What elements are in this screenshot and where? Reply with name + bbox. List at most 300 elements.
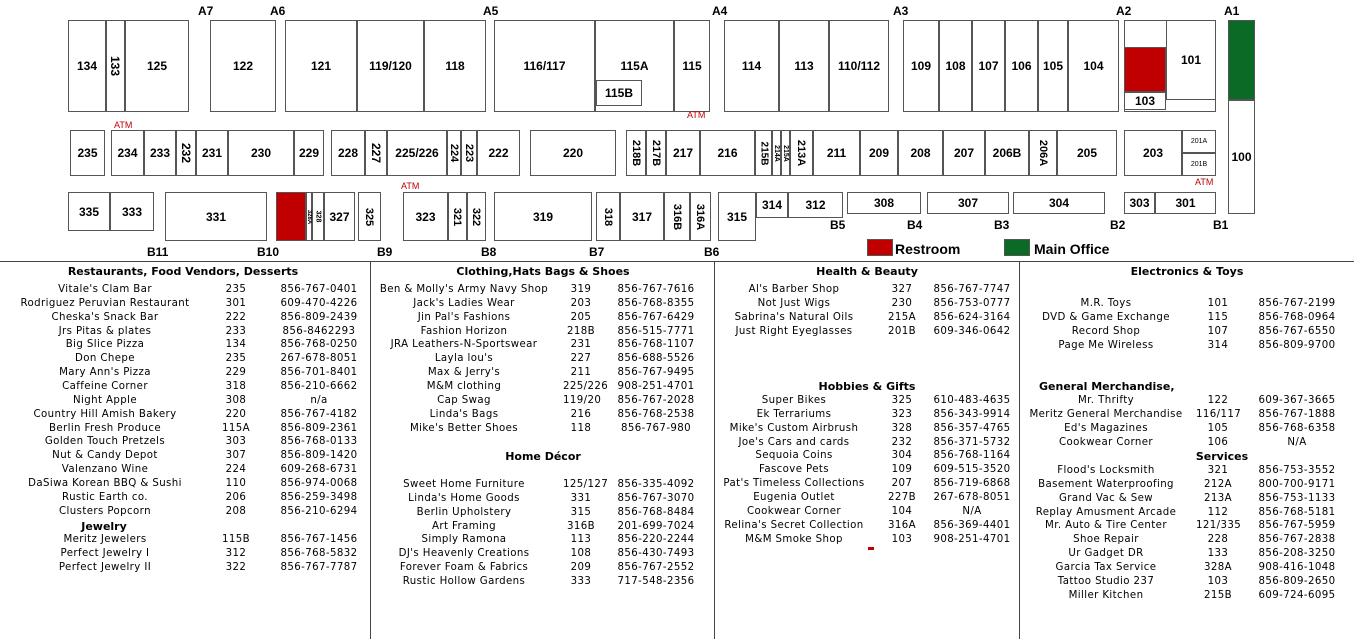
store-unit[interactable]: 228 [331,130,365,176]
store-name: Jrs Pitas & plates [58,325,152,337]
store-unit[interactable]: 125 [125,20,189,112]
entrance-label: B10 [257,245,280,259]
store-unit[interactable]: 218B [626,130,646,176]
phone-number: 908-416-1048 [1258,561,1336,573]
directory-row [715,395,1019,409]
store-name: Miller Kitchen [1068,589,1144,601]
store-name: Caffeine Corner [62,380,148,392]
store-unit[interactable]: 106 [1005,20,1038,112]
store-unit[interactable]: 307 [927,192,1009,214]
unit-number: 224 [225,464,247,476]
directory-row [715,506,1019,520]
unit-number: 233 [225,325,247,337]
store-unit[interactable]: 115B [596,80,642,106]
directory-row [371,284,714,298]
phone-number: 856-767-4182 [280,408,358,420]
directory-row [715,326,1019,340]
phone-number: 856-343-9914 [933,408,1011,420]
store-unit[interactable]: 234 [111,130,144,176]
store-unit[interactable]: 115 [674,20,710,112]
phone-number: 856-809-1420 [280,450,358,462]
store-unit[interactable]: 232 [176,130,196,176]
directory-row [1020,340,1354,354]
store-unit[interactable] [1124,47,1166,92]
directory-row [0,534,370,548]
store-name: Garcia Tax Service [1055,561,1157,573]
store-unit[interactable]: 227 [365,130,387,176]
store-unit[interactable]: 325 [358,192,381,241]
store-unit[interactable]: 205 [1057,130,1117,176]
store-name: Pat's Timeless Collections [723,478,865,490]
unit-number: 304 [891,450,913,462]
store-unit[interactable]: 335 [68,192,110,231]
unit-number: 230 [891,297,913,309]
directory-row [1020,409,1354,423]
unit-number: 110 [225,477,247,489]
phone-number: 856-767-0401 [280,284,358,295]
store-name: Relina's Secret Collection [724,519,864,531]
unit-number: 116/117 [1196,408,1242,420]
phone-number: 856-8462293 [282,325,356,337]
phone-number: 856-768-1164 [933,450,1011,462]
unit-number: 225/226 [563,380,609,392]
phone-number: 856-768-5832 [280,547,358,559]
unit-number: 213A [1203,492,1232,504]
store-unit[interactable]: 115A [595,20,674,112]
entrance-label: B7 [589,245,605,259]
unit-number: 113 [570,534,592,546]
store-unit[interactable] [1228,20,1255,100]
entrance-label: A6 [270,4,286,18]
store-name: Cookwear Corner [1058,436,1154,448]
unit-number: 212A [1203,478,1232,490]
store-unit[interactable]: 207 [943,130,985,176]
unit-number: 115 [1207,311,1229,323]
phone-number: 856-259-3498 [280,491,358,503]
store-unit[interactable]: 113 [779,20,829,112]
directory-row [0,395,370,409]
phone-number: 856-753-3552 [1258,465,1336,476]
phone-number: 856-430-7493 [617,548,695,560]
directory-row [715,298,1019,312]
directory-row [1020,437,1354,451]
store-name: Art Framing [431,520,497,532]
store-name: Shoe Repair [1073,534,1139,546]
store-name: Night Apple [72,394,137,406]
phone-number: 908-251-4701 [933,533,1011,545]
store-unit[interactable]: 121 [285,20,357,112]
main-office-legend-label: Main Office [1034,241,1110,257]
directory-row [1020,395,1354,409]
store-name: Not Just Wigs [757,297,831,309]
store-unit[interactable]: 303 [1124,192,1155,214]
directory-row [0,436,370,450]
unit-number: 218B [566,325,596,337]
phone-number: 856-220-2244 [617,534,695,546]
directory-row [715,409,1019,423]
store-unit[interactable]: 104 [1068,20,1119,112]
directory-row [1020,326,1354,340]
store-name: M.R. Toys [1080,298,1132,309]
directory-row [1020,479,1354,493]
phone-number: 609-346-0642 [933,325,1011,337]
directory-row [371,562,714,576]
unit-number: 208 [225,505,247,517]
store-name: DJ's Heavenly Creations [398,548,530,560]
phone-number: 609-724-6095 [1258,589,1336,601]
store-unit[interactable]: 321 [448,192,467,241]
store-unit[interactable]: 100 [1228,100,1255,214]
unit-number: 318 [225,380,247,392]
store-unit[interactable]: 105 [1038,20,1068,112]
store-unit[interactable]: 103 [1124,92,1166,110]
store-unit[interactable]: 215B [755,130,772,176]
entrance-label: B8 [481,245,497,259]
section-title: General Merchandise, [1039,380,1175,393]
store-name: Meritz General Merchandise [1029,408,1183,420]
store-unit[interactable]: 328A [306,192,312,241]
directory-row [0,409,370,423]
store-unit[interactable]: 327 [324,192,355,241]
store-name: Linda's Bags [429,408,499,420]
phone-number: 856-809-9700 [1258,339,1336,351]
store-name: Mr. Auto & Tire Center [1045,520,1167,532]
atm-label: ATM [114,120,133,130]
directory-row [1020,576,1354,590]
unit-number: 222 [225,311,247,323]
directory-row [371,534,714,548]
unit-number: 232 [891,436,913,448]
directory-row [371,423,714,437]
store-unit[interactable]: 233 [144,130,176,176]
unit-number: 235 [225,284,247,295]
store-name: Al's Barber Shop [748,284,840,295]
store-unit[interactable]: 308 [847,192,921,214]
phone-number: 856-767-2028 [617,394,695,406]
store-unit[interactable]: 229 [294,130,324,176]
store-name: Rodriguez Peruvian Restaurant [20,297,190,309]
store-name: Replay Amusment Arcade [1035,506,1177,518]
phone-number: 800-700-9171 [1258,478,1336,490]
store-unit[interactable]: 316B [664,192,690,241]
store-name: Ek Terrariums [756,408,832,420]
phone-number: 856-809-2650 [1258,575,1336,587]
phone-number: 856-768-8355 [617,297,695,309]
entrance-label: A7 [198,4,214,18]
phone-number: 856-809-2361 [280,422,358,434]
entrance-label: B11 [147,245,169,259]
store-name: Perfect Jewelry I [60,547,150,559]
store-unit[interactable]: 107 [972,20,1005,112]
phone-number: 610-483-4635 [933,395,1011,406]
phone-number: 856-768-5181 [1258,506,1336,518]
directory-row [1020,562,1354,576]
directory-row [1020,465,1354,479]
store-unit[interactable]: 206A [1029,130,1057,176]
entrance-label: B4 [907,218,923,232]
store-unit[interactable]: 108 [939,20,972,112]
store-unit[interactable]: 110/112 [829,20,889,112]
store-name: Cookwear Corner [746,505,842,517]
phone-number: 609-515-3520 [933,464,1011,476]
unit-number: 122 [1207,395,1229,406]
store-unit[interactable] [276,192,306,241]
directory-row [0,367,370,381]
section-title: Electronics & Toys [1130,265,1244,278]
store-unit[interactable]: 217 [666,130,700,176]
entrance-label: A4 [712,4,728,18]
phone-number: 856-369-4401 [933,519,1011,531]
phone-number: 717-548-2356 [617,575,695,587]
section-title: Health & Beauty [816,265,918,278]
store-unit[interactable]: 230 [228,130,294,176]
store-unit[interactable]: 133 [106,20,125,112]
directory-row [715,478,1019,492]
store-name: Eugenia Outlet [753,491,835,503]
unit-number: 216 [570,408,592,420]
store-unit[interactable]: 331 [165,192,267,241]
directory-row [0,298,370,312]
red-mark [868,547,874,550]
store-unit[interactable]: 215A [781,130,790,176]
directory-row [371,312,714,326]
store-name: Cheska's Snack Bar [51,311,159,323]
store-unit[interactable]: 317 [620,192,664,241]
store-unit[interactable]: 213A [790,130,813,176]
store-unit[interactable]: 119/120 [357,20,424,112]
directory-row [715,534,1019,548]
store-unit[interactable]: 201A [1182,130,1216,153]
section-title: Clothing,Hats Bags & Shoes [456,265,630,278]
store-unit[interactable]: 217B [646,130,666,176]
store-name: Rustic Earth co. [62,491,148,503]
section-title: Services [1195,450,1249,463]
store-unit[interactable]: 214A [772,130,781,176]
store-name: DaSiwa Korean BBQ & Sushi [28,477,182,489]
unit-number: 103 [1207,575,1229,587]
store-name: Meritz Jewelers [63,534,147,545]
store-unit[interactable]: 114 [724,20,779,112]
store-unit[interactable]: 315 [718,192,756,241]
directory-row [715,284,1019,298]
store-name: Mike's Custom Airbrush [729,422,859,434]
store-name: Tattoo Studio 237 [1057,575,1155,587]
phone-number: 856-208-3250 [1258,548,1336,560]
store-unit[interactable]: 209 [860,130,898,176]
directory-row [1020,548,1354,562]
unit-number: 325 [891,395,913,406]
phone-number: 856-767-1456 [280,534,358,545]
store-unit[interactable]: 323 [403,192,448,241]
directory-row [1020,423,1354,437]
directory-row [371,507,714,521]
store-unit[interactable]: 201B [1182,153,1216,176]
unit-number: 316B [566,520,596,532]
directory-row [1020,520,1354,534]
phone-number: 856-515-7771 [617,325,695,337]
unit-number: 133 [1207,548,1229,560]
store-unit[interactable]: 211 [813,130,860,176]
entrance-label: B9 [377,245,393,259]
directory-column-food [0,262,370,639]
store-unit[interactable]: 231 [196,130,228,176]
unit-number: 101 [1207,298,1229,309]
store-unit[interactable]: 224 [447,130,461,176]
unit-number: 227B [887,491,917,503]
store-unit[interactable]: 304 [1013,192,1105,214]
directory-column-health [714,262,1019,639]
store-unit[interactable]: 333 [110,192,154,231]
store-unit[interactable]: 116/117 [494,20,595,112]
store-name: Simply Ramona [421,534,507,546]
directory-row [0,326,370,340]
unit-number: 322 [225,561,247,573]
store-unit[interactable]: 301 [1155,192,1216,214]
store-unit[interactable]: 322 [467,192,486,241]
unit-number: 134 [225,339,247,351]
store-name: Page Me Wireless [1058,339,1154,351]
phone-number: 856-701-8401 [280,367,358,379]
store-unit[interactable]: 216 [700,130,755,176]
directory-row [715,464,1019,478]
store-directory [0,261,1354,639]
directory-row [0,548,370,562]
store-name: Ben & Molly's Army Navy Shop [379,284,549,295]
store-name: Forever Foam & Fabrics [399,562,529,574]
unit-number: 231 [570,339,592,351]
store-unit[interactable]: 319 [494,192,592,241]
unit-number: 315 [570,506,592,518]
store-name: Joe's Cars and cards [738,436,850,448]
store-name: Sequoia Coins [755,450,833,462]
phone-number: 856-357-4765 [933,422,1011,434]
unit-number: 220 [225,408,247,420]
directory-row [0,450,370,464]
unit-number: 215B [1203,589,1233,601]
unit-number: 319 [570,284,592,295]
restroom-legend-label: Restroom [895,241,961,257]
store-unit[interactable]: 206B [985,130,1029,176]
unit-number: 328A [1203,561,1232,573]
store-name: Country Hill Amish Bakery [33,408,177,420]
store-unit[interactable]: 312 [788,192,843,218]
unit-number: 104 [891,505,913,517]
store-unit[interactable]: 318 [596,192,620,241]
store-unit[interactable]: 118 [424,20,486,112]
phone-number: 856-768-8484 [617,506,695,518]
directory-row [1020,493,1354,507]
store-unit[interactable]: 235 [70,130,105,176]
directory-row [371,339,714,353]
unit-number: 107 [1207,325,1229,337]
store-unit[interactable]: 134 [68,20,106,112]
store-name: Nut & Candy Depot [52,450,158,462]
phone-number: 856-767-3070 [617,492,695,504]
phone-number: 856-767-6429 [617,311,695,323]
unit-number: 314 [1207,339,1229,351]
phone-number: 856-767-2199 [1258,298,1336,309]
store-name: M&M Smoke Shop [745,533,843,545]
unit-number: 118 [570,422,592,434]
phone-number: N/A [1287,436,1307,448]
store-unit[interactable]: 220 [530,130,616,176]
store-name: Record Shop [1071,325,1141,337]
phone-number: 856-768-0964 [1258,311,1336,323]
store-name: Mary Ann's Pizza [59,367,151,379]
store-unit[interactable]: 208 [898,130,943,176]
directory-row [0,492,370,506]
directory-row [0,312,370,326]
directory-row [715,492,1019,506]
unit-number: 211 [570,367,592,379]
store-name: Golden Touch Pretzels [44,436,166,448]
directory-row [0,339,370,353]
directory-row [371,479,714,493]
store-unit[interactable]: 101 [1166,20,1216,100]
store-name: Sabrina's Natural Oils [734,311,854,323]
store-unit[interactable]: 225/226 [387,130,447,176]
phone-number: 856-767-980 [620,422,692,434]
unit-number: 301 [225,297,247,309]
phone-number: 856-767-7747 [933,284,1011,295]
unit-number: 121/335 [1196,520,1242,532]
phone-number: 856-767-2838 [1258,534,1336,546]
store-unit[interactable]: 314 [756,192,788,218]
store-unit[interactable]: 223 [461,130,477,176]
unit-number: 209 [570,562,592,574]
unit-number: 308 [225,394,247,406]
store-unit[interactable]: 222 [477,130,520,176]
unit-number: 229 [225,367,247,379]
unit-number: 328 [891,422,913,434]
directory-row [0,381,370,395]
atm-label: ATM [1195,177,1214,187]
directory-row [1020,298,1354,312]
unit-number: 307 [225,450,247,462]
store-unit[interactable]: 328 [312,192,324,241]
phone-number: 856-768-0250 [280,339,358,351]
directory-row [715,450,1019,464]
phone-number: 856-210-6294 [280,505,358,517]
store-unit[interactable]: 203 [1124,130,1182,176]
entrance-label: B5 [830,218,846,232]
section-title: Jewelry [81,520,127,533]
store-name: Fashion Horizon [420,325,508,337]
phone-number: 267-678-8051 [933,491,1011,503]
unit-number: 103 [891,533,913,545]
store-name: Super Bikes [761,395,827,406]
store-unit[interactable]: 109 [903,20,939,112]
store-name: Don Chepe [75,353,135,365]
unit-number: 323 [891,408,913,420]
directory-row [371,298,714,312]
unit-number: 108 [570,548,592,560]
store-name: Basement Waterproofing [1038,478,1174,490]
directory-row [715,423,1019,437]
store-name: Just Right Eyeglasses [735,325,853,337]
store-name: Flood's Locksmith [1057,465,1155,476]
store-unit[interactable]: 122 [210,20,276,112]
entrance-label: A1 [1224,4,1240,18]
entrance-label: B3 [994,218,1010,232]
phone-number: 856-809-2439 [280,311,358,323]
store-unit[interactable]: 316A [690,192,711,241]
phone-number: 856-335-4092 [617,479,695,490]
store-name: Perfect Jewelry II [58,561,152,573]
store-name: DVD & Game Exchange [1042,311,1170,323]
entrance-label: A3 [893,4,909,18]
phone-number: 856-974-0068 [280,477,358,489]
